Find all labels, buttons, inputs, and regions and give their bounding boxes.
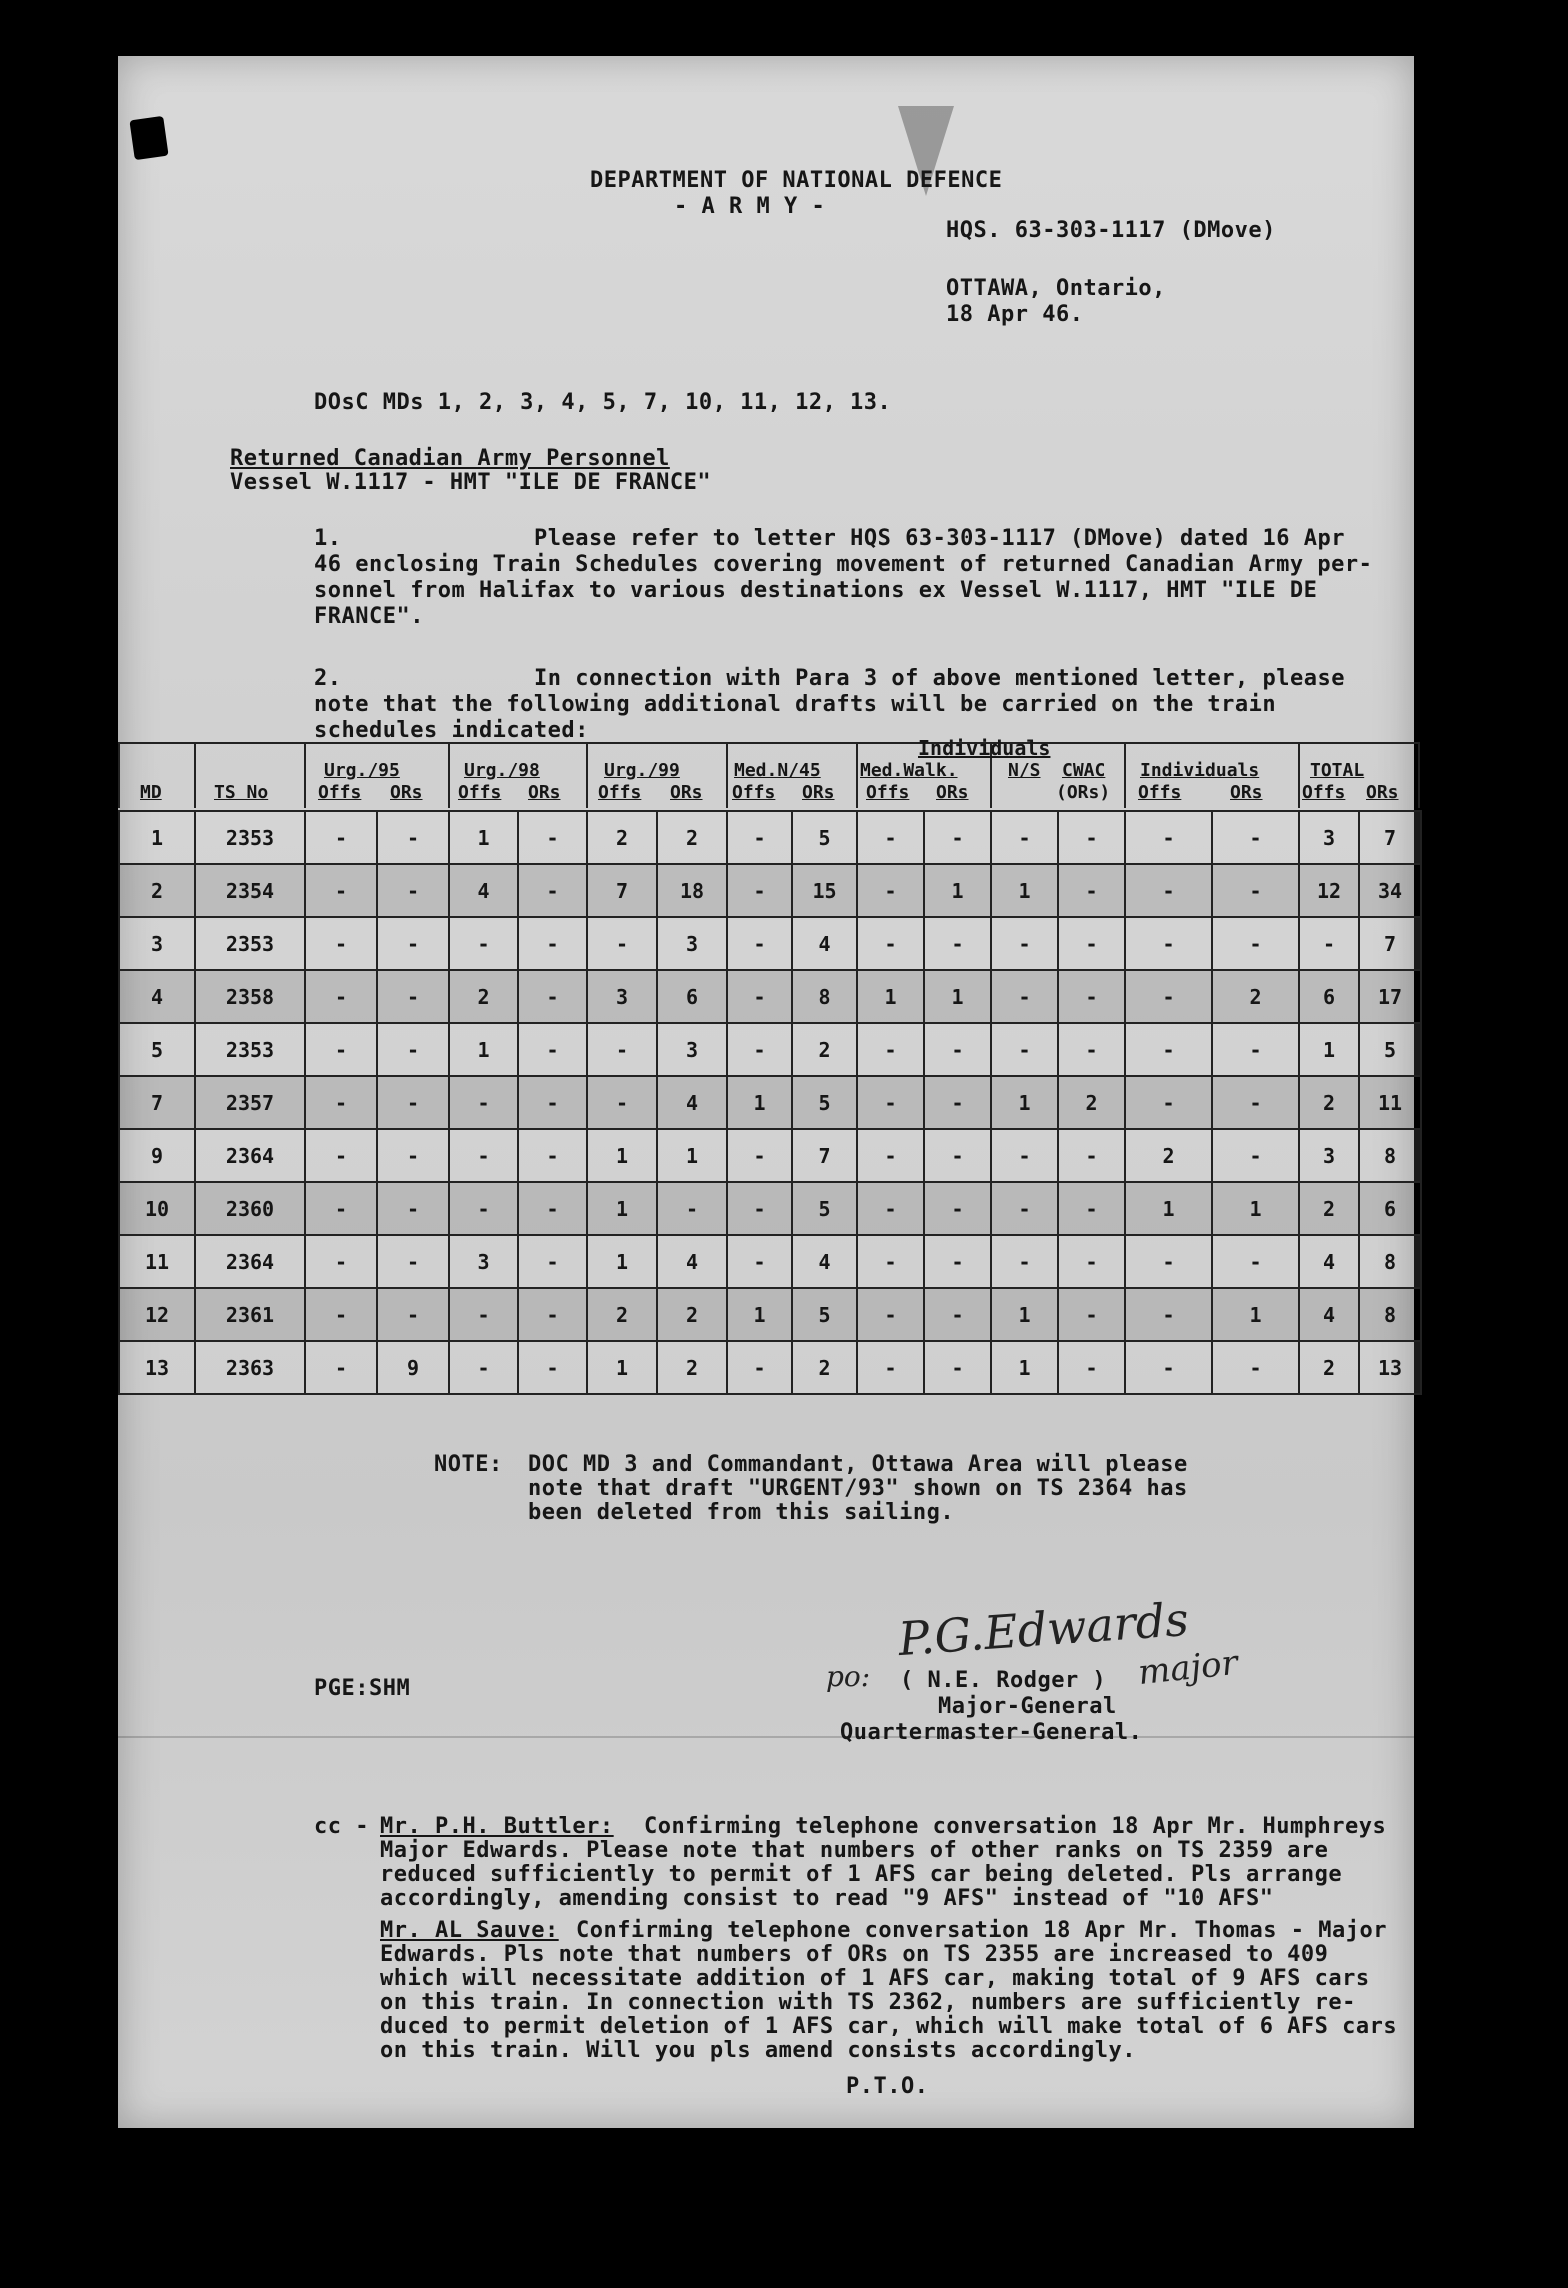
col-md: MD	[140, 782, 162, 803]
table-cell: -	[377, 1076, 449, 1129]
table-cell: -	[1058, 1023, 1125, 1076]
table-header	[118, 736, 1420, 808]
table-cell: 11	[1359, 1076, 1421, 1129]
table-cell: 15	[792, 864, 857, 917]
table-cell: -	[727, 1341, 792, 1394]
table-cell: -	[518, 811, 587, 864]
table-cell: 1	[857, 970, 924, 1023]
table-cell: 12	[1299, 864, 1359, 917]
handwritten-signature: P.G.Edwards	[896, 1591, 1191, 1667]
table-cell: 7	[587, 864, 657, 917]
table-cell: -	[518, 1076, 587, 1129]
individuals-group-header: Individuals	[918, 736, 1051, 760]
punch-hole	[129, 116, 168, 160]
table-cell: -	[377, 1288, 449, 1341]
table-cell: -	[1125, 1341, 1212, 1394]
table-cell: -	[1212, 1023, 1299, 1076]
date-line: 18 Apr 46.	[946, 302, 1084, 327]
table-cell: 7	[1359, 917, 1421, 970]
table-cell: -	[657, 1182, 727, 1235]
table-cell: -	[924, 1129, 991, 1182]
table-cell: -	[449, 1182, 518, 1235]
col-ors: ORs	[802, 782, 835, 803]
para1-line: Please refer to letter HQS 63-303-1117 (DMove) dated 16 Apr	[534, 526, 1345, 551]
table-cell: -	[991, 1023, 1058, 1076]
table-cell: -	[1058, 811, 1125, 864]
table-cell: 1	[727, 1288, 792, 1341]
table-cell: 4	[1299, 1235, 1359, 1288]
table-cell: 2	[587, 1288, 657, 1341]
table-cell: 1	[449, 811, 518, 864]
table-cell: -	[857, 1288, 924, 1341]
col-offs: Offs	[458, 782, 502, 803]
cc1-line: Confirming telephone conversation 18 Apr Mr. Humphreys	[644, 1814, 1387, 1839]
table-cell: -	[377, 864, 449, 917]
cc2-line: Edwards. Pls note that numbers of ORs on TS 2355 are increased to 409	[380, 1942, 1329, 1967]
table-cell: -	[727, 1129, 792, 1182]
table-cell: -	[1212, 811, 1299, 864]
file-reference: HQS. 63-303-1117 (DMove)	[946, 218, 1276, 243]
table-cell: 12	[119, 1288, 195, 1341]
table-cell: -	[857, 1182, 924, 1235]
para2-line: note that the following additional drafts will be carried on the train	[314, 692, 1277, 717]
col-total: TOTAL	[1310, 760, 1365, 781]
table-cell: 6	[657, 970, 727, 1023]
table-cell: -	[1058, 1341, 1125, 1394]
col-ors: ORs	[1366, 782, 1399, 803]
col-urg95: Urg./95	[324, 760, 400, 781]
table-cell: 1	[587, 1235, 657, 1288]
col-med-walk: Med.Walk.	[860, 760, 958, 781]
table-cell: -	[1125, 970, 1212, 1023]
table-cell: -	[857, 1023, 924, 1076]
table-cell: -	[924, 1235, 991, 1288]
table-cell: -	[727, 1023, 792, 1076]
table-cell: 13	[119, 1341, 195, 1394]
table-cell: 4	[119, 970, 195, 1023]
table-row	[119, 1288, 1421, 1341]
cc1-line: reduced sufficiently to permit of 1 AFS car being deleted. Pls arrange	[380, 1862, 1343, 1887]
table-cell: 1	[587, 1182, 657, 1235]
table-cell: 2364	[195, 1235, 305, 1288]
table-cell: -	[377, 811, 449, 864]
table-row	[119, 1182, 1421, 1235]
table-cell: -	[1058, 1235, 1125, 1288]
table-cell: -	[1212, 1235, 1299, 1288]
note-line: DOC MD 3 and Commandant, Ottawa Area will please	[528, 1452, 1188, 1477]
table-cell: -	[1058, 970, 1125, 1023]
table-cell: -	[727, 864, 792, 917]
table-cell: 3	[657, 1023, 727, 1076]
table-cell: -	[305, 1076, 377, 1129]
table-cell: 1	[449, 1023, 518, 1076]
note-label: NOTE:	[434, 1452, 503, 1477]
table-cell: -	[518, 917, 587, 970]
table-cell: 4	[657, 1235, 727, 1288]
table-cell: -	[1212, 1341, 1299, 1394]
table-cell: -	[1125, 1076, 1212, 1129]
table-cell: 3	[449, 1235, 518, 1288]
col-ns: N/S	[1008, 760, 1041, 781]
table-cell: 5	[792, 811, 857, 864]
col-offs: Offs	[866, 782, 910, 803]
table-cell: 2	[657, 1341, 727, 1394]
table-cell: -	[377, 917, 449, 970]
table-cell: -	[924, 1023, 991, 1076]
col-cwac-ors: (ORs)	[1056, 782, 1111, 803]
table-cell: -	[727, 1235, 792, 1288]
table-cell: 2357	[195, 1076, 305, 1129]
table-cell: -	[1212, 1076, 1299, 1129]
table-cell: 4	[657, 1076, 727, 1129]
table-cell: 10	[119, 1182, 195, 1235]
table-cell: 2	[657, 811, 727, 864]
table-cell: -	[1058, 1182, 1125, 1235]
table-cell: -	[991, 811, 1058, 864]
table-cell: -	[1125, 1023, 1212, 1076]
table-cell: 8	[1359, 1288, 1421, 1341]
table-cell: 1	[587, 1341, 657, 1394]
col-individuals: Individuals	[1140, 760, 1260, 781]
para1-line: FRANCE".	[314, 604, 424, 629]
reference-initials: PGE:SHM	[314, 1676, 411, 1701]
cc1-line: Major Edwards. Please note that numbers of other ranks on TS 2359 are	[380, 1838, 1329, 1863]
table-cell: 1	[991, 864, 1058, 917]
table-row	[119, 1076, 1421, 1129]
table-cell: 5	[119, 1023, 195, 1076]
table-cell: -	[1058, 1129, 1125, 1182]
table-cell: 4	[792, 1235, 857, 1288]
table-cell: -	[727, 1182, 792, 1235]
table-cell: 2	[792, 1341, 857, 1394]
table-cell: 2360	[195, 1182, 305, 1235]
table-cell: -	[518, 1235, 587, 1288]
table-cell: 11	[119, 1235, 195, 1288]
table-row	[119, 917, 1421, 970]
table-cell: -	[857, 1129, 924, 1182]
table-cell: 2358	[195, 970, 305, 1023]
table-cell: 2	[1299, 1076, 1359, 1129]
table-cell: 5	[1359, 1023, 1421, 1076]
table-cell: -	[1125, 1235, 1212, 1288]
col-offs: Offs	[1138, 782, 1182, 803]
table-cell: -	[449, 1129, 518, 1182]
table-body	[119, 811, 1421, 1394]
col-ors: ORs	[528, 782, 561, 803]
para2-line: schedules indicated:	[314, 718, 589, 743]
cc2-line: duced to permit deletion of 1 AFS car, which will make total of 6 AFS cars	[380, 2014, 1398, 2039]
signatory-rank: Major-General	[938, 1694, 1117, 1719]
table-cell: 1	[991, 1341, 1058, 1394]
table-cell: 2363	[195, 1341, 305, 1394]
table-cell: 1	[924, 970, 991, 1023]
table-cell: 8	[1359, 1129, 1421, 1182]
table-cell: 4	[449, 864, 518, 917]
table-cell: 3	[1299, 811, 1359, 864]
table-cell: -	[449, 917, 518, 970]
table-cell: 8	[1359, 1235, 1421, 1288]
table-cell: -	[991, 917, 1058, 970]
table-cell: 2	[657, 1288, 727, 1341]
table-row	[119, 864, 1421, 917]
table-cell: 9	[119, 1129, 195, 1182]
table-cell: 34	[1359, 864, 1421, 917]
table-cell: 2	[1058, 1076, 1125, 1129]
table-cell: -	[305, 1235, 377, 1288]
table-cell: -	[305, 917, 377, 970]
table-cell: 2	[1125, 1129, 1212, 1182]
table-cell: 2361	[195, 1288, 305, 1341]
col-offs: Offs	[732, 782, 776, 803]
table-cell: -	[991, 1182, 1058, 1235]
table-cell: -	[305, 1288, 377, 1341]
col-ors: ORs	[936, 782, 969, 803]
table-cell: 1	[1125, 1182, 1212, 1235]
table-cell: 13	[1359, 1341, 1421, 1394]
table-cell: -	[727, 970, 792, 1023]
table-cell: -	[518, 970, 587, 1023]
branch-heading: - A R M Y -	[674, 194, 826, 219]
table-cell: 2354	[195, 864, 305, 917]
para2-number: 2.	[314, 666, 342, 691]
table-cell: 2	[792, 1023, 857, 1076]
table-cell: -	[1058, 1288, 1125, 1341]
table-cell: -	[305, 970, 377, 1023]
table-cell: -	[377, 1235, 449, 1288]
table-cell: -	[924, 811, 991, 864]
table-cell: 8	[792, 970, 857, 1023]
table-cell: -	[991, 970, 1058, 1023]
table-cell: 2353	[195, 811, 305, 864]
table-cell: 1	[657, 1129, 727, 1182]
table-cell: -	[1125, 811, 1212, 864]
table-cell: -	[449, 1288, 518, 1341]
table-cell: -	[1212, 917, 1299, 970]
table-cell: -	[449, 1341, 518, 1394]
table-cell: 2	[1299, 1182, 1359, 1235]
table-cell: -	[857, 917, 924, 970]
table-cell: -	[727, 917, 792, 970]
table-cell: -	[377, 970, 449, 1023]
table-row	[119, 1341, 1421, 1394]
table-cell: 17	[1359, 970, 1421, 1023]
col-urg99: Urg./99	[604, 760, 680, 781]
cc-prefix: cc -	[314, 1814, 369, 1839]
table-cell: 7	[792, 1129, 857, 1182]
table-cell: -	[518, 1182, 587, 1235]
table-cell: 1	[1212, 1182, 1299, 1235]
col-ts-no: TS No	[214, 782, 269, 803]
table-cell: 2353	[195, 917, 305, 970]
addressee-line: DOsC MDs 1, 2, 3, 4, 5, 7, 10, 11, 12, 13.	[314, 390, 892, 415]
fold-line	[118, 1736, 1414, 1738]
cc1-line: accordingly, amending consist to read "9 AFS" instead of "10 AFS"	[380, 1886, 1274, 1911]
table-cell: -	[1058, 864, 1125, 917]
table-cell: 3	[587, 970, 657, 1023]
table-row	[119, 1129, 1421, 1182]
table-cell: -	[518, 1129, 587, 1182]
table-cell: -	[377, 1182, 449, 1235]
table-cell: 3	[1299, 1129, 1359, 1182]
table-cell: -	[857, 1235, 924, 1288]
pto-mark: P.T.O.	[846, 2074, 929, 2099]
table-cell: -	[1212, 864, 1299, 917]
col-urg98: Urg./98	[464, 760, 540, 781]
table-cell: -	[518, 864, 587, 917]
col-ors: ORs	[1230, 782, 1263, 803]
table-cell: -	[991, 1129, 1058, 1182]
handwritten-rank: major	[1136, 1642, 1240, 1694]
table-cell: -	[587, 917, 657, 970]
table-cell: 9	[377, 1341, 449, 1394]
table-cell: 5	[792, 1182, 857, 1235]
table-cell: -	[518, 1288, 587, 1341]
table-cell: -	[305, 1341, 377, 1394]
col-cwac: CWAC	[1062, 760, 1106, 781]
table-cell: 1	[991, 1288, 1058, 1341]
cc2-line: which will necessitate addition of 1 AFS car, making total of 9 AFS cars	[380, 1966, 1370, 1991]
table-cell: -	[727, 811, 792, 864]
table-cell: 2364	[195, 1129, 305, 1182]
table-cell: 2	[1212, 970, 1299, 1023]
table-cell: 2353	[195, 1023, 305, 1076]
place-line: OTTAWA, Ontario,	[946, 276, 1166, 301]
table-cell: -	[991, 1235, 1058, 1288]
table-cell: 1	[119, 811, 195, 864]
table-cell: -	[305, 1182, 377, 1235]
table-cell: -	[518, 1023, 587, 1076]
table-cell: -	[857, 864, 924, 917]
table-cell: 7	[119, 1076, 195, 1129]
signatory-name: ( N.E. Rodger )	[900, 1668, 1107, 1693]
table-cell: -	[924, 1341, 991, 1394]
col-offs: Offs	[318, 782, 362, 803]
drafts-table	[118, 810, 1422, 1395]
department-heading: DEPARTMENT OF NATIONAL DEFENCE	[590, 168, 1003, 193]
col-ors: ORs	[670, 782, 703, 803]
table-cell: -	[1125, 1288, 1212, 1341]
cc2-line: on this train. Will you pls amend consists accordingly.	[380, 2038, 1136, 2063]
cc2-line: Confirming telephone conversation 18 Apr Mr. Thomas - Major	[576, 1918, 1387, 1943]
table-cell: -	[1125, 917, 1212, 970]
table-cell: -	[1212, 1129, 1299, 1182]
table-row	[119, 811, 1421, 864]
table-cell: -	[518, 1341, 587, 1394]
table-cell: 1	[924, 864, 991, 917]
table-cell: 3	[119, 917, 195, 970]
table-cell: 2	[119, 864, 195, 917]
table-row	[119, 1235, 1421, 1288]
table-cell: 18	[657, 864, 727, 917]
table-cell: 1	[727, 1076, 792, 1129]
table-cell: -	[924, 1182, 991, 1235]
table-cell: -	[377, 1023, 449, 1076]
table-cell: -	[924, 1288, 991, 1341]
table-cell: -	[924, 917, 991, 970]
col-offs: Offs	[1302, 782, 1346, 803]
col-ors: ORs	[390, 782, 423, 803]
note-line: note that draft "URGENT/93" shown on TS 2364 has	[528, 1476, 1188, 1501]
table-cell: -	[587, 1023, 657, 1076]
table-cell: -	[305, 1023, 377, 1076]
table-cell: 1	[587, 1129, 657, 1182]
document-page	[118, 56, 1414, 2128]
table-cell: -	[587, 1076, 657, 1129]
table-cell: -	[1058, 917, 1125, 970]
table-cell: -	[857, 1341, 924, 1394]
col-offs: Offs	[598, 782, 642, 803]
table-cell: 1	[991, 1076, 1058, 1129]
table-cell: 6	[1359, 1182, 1421, 1235]
para1-line: sonnel from Halifax to various destinations ex Vessel W.1117, HMT "ILE DE	[314, 578, 1318, 603]
table-cell: 2	[587, 811, 657, 864]
subject-line-1: Returned Canadian Army Personnel	[230, 446, 670, 471]
table-cell: -	[377, 1129, 449, 1182]
para1-line: 46 enclosing Train Schedules covering movement of returned Canadian Army per-	[314, 552, 1373, 577]
table-cell: -	[1125, 864, 1212, 917]
table-cell: 2	[449, 970, 518, 1023]
cc2-line: on this train. In connection with TS 2362, numbers are sufficiently re-	[380, 1990, 1356, 2015]
cc-recipient-1: Mr. P.H. Buttler:	[380, 1814, 614, 1839]
col-med-n45: Med.N/45	[734, 760, 821, 781]
table-cell: -	[305, 811, 377, 864]
para1-number: 1.	[314, 526, 342, 551]
cc-recipient-2: Mr. AL Sauve:	[380, 1918, 559, 1943]
table-cell: 3	[657, 917, 727, 970]
table-row	[119, 1023, 1421, 1076]
table-cell: -	[449, 1076, 518, 1129]
table-cell: -	[857, 1076, 924, 1129]
table-cell: -	[305, 1129, 377, 1182]
table-cell: 1	[1299, 1023, 1359, 1076]
table-cell: 5	[792, 1288, 857, 1341]
table-cell: 2	[1299, 1341, 1359, 1394]
table-cell: -	[857, 811, 924, 864]
table-cell: 1	[1212, 1288, 1299, 1341]
table-cell: 5	[792, 1076, 857, 1129]
signatory-title: Quartermaster-General.	[840, 1720, 1143, 1745]
table-cell: -	[924, 1076, 991, 1129]
table-cell: 7	[1359, 811, 1421, 864]
subject-line-2: Vessel W.1117 - HMT "ILE DE FRANCE"	[230, 470, 712, 495]
note-line: been deleted from this sailing.	[528, 1500, 955, 1525]
table-cell: 4	[1299, 1288, 1359, 1341]
table-row	[119, 970, 1421, 1023]
table-cell: -	[1299, 917, 1359, 970]
para2-line: In connection with Para 3 of above mentioned letter, please	[534, 666, 1345, 691]
per-pro-mark: po:	[826, 1660, 871, 1693]
table-cell: 6	[1299, 970, 1359, 1023]
table-cell: 4	[792, 917, 857, 970]
table-cell: -	[305, 864, 377, 917]
